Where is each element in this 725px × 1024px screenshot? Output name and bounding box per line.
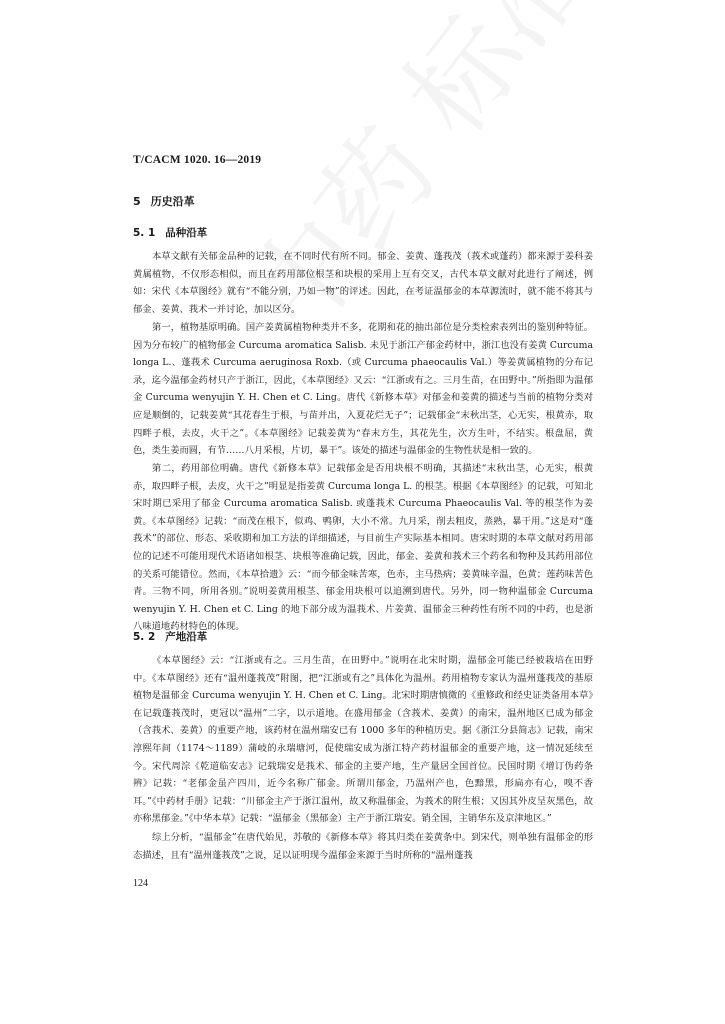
paragraph: 第二，药用部位明确。唐代《新修本草》记载郁金是否用块根不明确，其描述“末秋出茎，心无实，根黄赤，取四畔子根，去皮，火干之”明显是指姜黄 Curcuma longa L. 的根茎。根据《本草图经》的记载，可知北宋时期已采用了郁金 Curcuma aromatica Salisb. 或蓬莪术 Curcuma Phaeocaulis Val. 等的根茎作为姜黄。《本草图经》记载：“而茂在根下，似鸡、鸭卵，大小不常。九月采，削去粗皮，蒸熟，暴干用。”这是对“蓬莪术”的部位、形态、采收期和加工方法的详细描述，与目前生产实际基本相同。唐宋时期的本草文献对药用部位的记述不可能用现代术语诸如根茎、块根等准确记载，因此，郁金、姜黄和莪术三个药名和物种及其药用部位的关系可能错位。然而，《本草拾遗》云：“而今郁金味苦寒，色赤，主马热病；姜黄味辛温，色黄；莲药味苦色青。三物不同，所用各别。”说明姜黄用根茎、郁金用块根可以追溯到唐代。另外，同一物种温郁金 Curcuma wenyujin Y. H. Chen et C. Ling 的地下部分成为温莪术、片姜黄、温郁金三种药性有所不同的中药，也是浙八味道地药材特色的体现。 [133,463,593,633]
paragraph: 第一，植物基原明确。国产姜黄属植物种类并不多，花期和花的抽出部位是分类检索表列出的鉴别种特征。因为分布较广的植物郁金 Curcuma aromatica Salisb. 未见于浙江产郁金药材中，浙江也没有姜黄 Curcuma longa L.、蓬莪术 Curcuma aeruginosa Roxb.（或 Curcuma phaeocaulis Val.）等姜黄属植物的分布记录，迄今温郁金药材只产于浙江，因此，《本草图经》又云：“江浙或有之。三月生苗，在田野中。”所指即为温郁金 Curcuma wenyujin Y. H. Chen et C. Ling。唐代《新修本草》对郁金和姜黄的描述与当前的植物分类对应是顺倒的，记载姜黄“其花春生于根，与苗并出，入夏花烂无子”；记载郁金“末秋出茎，心无实，根黄赤，取四畔子根，去皮，火干之”。《本草图经》记载姜黄为“春末方生，其花先生，次方生叶，不结实。根盘屈，黄色，类生姜而圆，有节……八月采根，片切，暴干”。该处的描述与温郁金的生物性状是相一致的。 [133,322,593,457]
subsection-heading [133,225,207,240]
page-number: 124 [133,878,148,889]
subsection-title: 品种沿革 [165,227,208,239]
subsection-title: 产地沿革 [165,631,208,643]
section-heading [133,193,195,209]
paragraph: 《本草图经》云：“江浙或有之。三月生苗，在田野中。”说明在北宋时期，温郁金可能已经被栽培在田野中。《本草图经》还有“温州蓬莪茂”附图，把“江浙或有之”具体化为温州。药用植物专家认为温州蓬莪茂的基原植物是温郁金 Curcuma wenyujin Y. H. Chen et C. Ling。北宋时期唐慎微的《重修政和经史证类备用本草》在记载蓬莪茂时，更冠以“温州”二字，以示道地。在盛用郁金（含莪术、姜黄）的南宋，温州地区已成为郁金（含莪术、姜黄）的重要产地，该药材在温州瑞安已有 1000 多年的种植历史。据《浙江分县简志》记载，南宋淳熙年间（1174～1189）蒲岐的永瑞塘河，促使瑞安成为浙江特产药材温郁金的重要产地，这一情况延续至今。宋代周淙《乾道临安志》记载瑞安是莪术、郁金的主要产地，生产量居全国首位。民国时期《增订伪药条辨》记载：“老郁金虽产四川，近今名称广郁金。所谓川郁金，乃温州产也，色黯黑，形扁亦有心，嗅不香耳。”《中药材手册》记载：“川郁金主产于浙江温州，故又称温郁金，为莪术的附生根；又因其外皮呈灰黑色，故亦称黑郁金。”《中华本草》记载：“温郁金（黑郁金）主产于浙江瑞安。销全国，主销华东及京津地区。” [133,655,593,825]
subsection-heading [133,629,207,644]
subsection-number: 5. 2 [133,631,156,643]
paragraph: 本草文献有关郁金品种的记载，在不同时代有所不同。郁金、姜黄、蓬莪茂（莪术或蓬药）都来源于姜科姜黄属植物，不仅形态相似，而且在药用部位根茎和块根的采用上互有交叉，古代本草文献对此进行了阐述，例如：宋代《本草图经》就有“不能分别，乃如一物”的评述。因此，在考证温郁金的本草源流时，就不能不将其与郁金、姜黄、莪术一并讨论，加以区分。 [133,251,593,315]
standard-code: T/CACM 1020. 16—2019 [133,154,262,166]
subsection-number: 5. 1 [133,227,156,239]
section-number: 5 [133,195,141,208]
paragraph: 综上分析，“温郁金”在唐代始见，苏敬的《新修本草》将其归类在姜黄条中。到宋代，则单独有温郁金的形态描述，且有“温州蓬莪茂”之说，足以证明现今温郁金来源于当时所称的“温州蓬莪 [133,832,593,861]
section-title: 历史沿革 [150,195,195,208]
